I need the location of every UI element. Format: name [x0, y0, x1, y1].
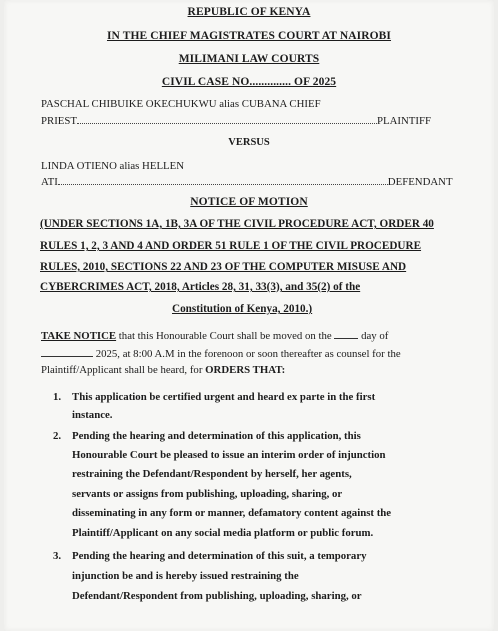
order-3-line-1: Pending the hearing and determination of this suit, a temporary — [72, 550, 367, 562]
plaintiff-name: PASCHAL CHIBUIKE OKECHUKWU alias CUBANA CHIEF — [41, 98, 321, 110]
take-notice-label: TAKE NOTICE — [41, 330, 117, 342]
order-2-line-3: restraining the Defendant/Respondent by herself, her agents, — [72, 468, 352, 480]
order-2-line-1: Pending the hearing and determination of this application, this — [72, 430, 361, 442]
plaintiff-dotted-leader — [77, 114, 377, 124]
orders-that-label: ORDERS THAT: — [205, 364, 286, 376]
under-sections-line-4: CYBERCRIMES ACT, 2018, Articles 28, 31, 33(3), and 35(2) of the — [40, 281, 361, 293]
notice-text-2: 2025, at 8:00 A.M in the forenoon or soon thereafter as counsel for the — [93, 348, 401, 360]
order-2-line-6: Plaintiff/Applicant on any social media platform or public forum. — [72, 527, 374, 539]
notice-text-3: Plaintiff/Applicant shall be heard, for — [41, 364, 206, 376]
order-1-line-1: This application be certified urgent and heard ex parte in the first — [72, 391, 376, 403]
republic-heading: REPUBLIC OF KENYA — [187, 6, 311, 18]
plaintiff-role: PLAINTIFF — [377, 115, 431, 127]
order-2-number: 2. — [53, 430, 62, 442]
order-1-number: 1. — [53, 391, 62, 403]
versus-label: VERSUS — [228, 137, 270, 148]
day-blank — [334, 329, 358, 339]
notice-of-motion-title: NOTICE OF MOTION — [190, 196, 308, 208]
order-3-line-2: injunction be and is hereby issued restraining the — [72, 570, 299, 582]
case-number-heading: CIVIL CASE NO.............. OF 2025 — [161, 76, 337, 88]
order-1-line-2: instance. — [72, 409, 113, 421]
notice-text-1a: that this Honourable Court shall be moved on the — [116, 330, 335, 342]
notice-text-1b: day of — [358, 330, 389, 342]
order-2-line-4: servants or assigns from publishing, uploading, sharing, or — [72, 488, 343, 500]
notice-line-2 — [41, 347, 401, 360]
order-2-line-5: disseminating in any form or manner, defamatory content against the — [72, 507, 392, 519]
defendant-role: DEFENDANT — [387, 176, 453, 188]
order-3-line-3: Defendant/Respondent from publishing, uploading, sharing, or — [72, 590, 362, 602]
under-sections-line-2: RULES 1, 2, 3 AND 4 AND ORDER 51 RULE 1 OF THE CIVIL PROCEDURE — [40, 240, 422, 252]
law-courts-heading: MILIMANI LAW COURTS — [178, 53, 320, 65]
month-blank — [41, 347, 93, 357]
notice-line-1 — [41, 329, 388, 342]
defendant-name-line2: ATI — [41, 176, 58, 188]
defendant-name-cont — [41, 175, 453, 188]
document-page — [4, 0, 494, 631]
order-3-number: 3. — [53, 550, 62, 562]
notice-line-3 — [41, 364, 285, 376]
plaintiff-name-cont — [41, 114, 431, 127]
under-sections-line-1: (UNDER SECTIONS 1A, 1B, 3A OF THE CIVIL PROCEDURE ACT, ORDER 40 — [40, 218, 434, 230]
court-heading: IN THE CHIEF MAGISTRATES COURT AT NAIROBI — [106, 30, 392, 42]
under-sections-line-5: Constitution of Kenya, 2010.) — [172, 303, 313, 315]
plaintiff-name-line2: PRIEST — [41, 115, 77, 127]
defendant-dotted-leader — [58, 175, 388, 185]
under-sections-line-3: RULES, 2010, SECTIONS 22 AND 23 OF THE COMPUTER MISUSE AND — [40, 261, 407, 273]
order-2-line-2: Honourable Court be pleased to issue an interim order of injunction — [72, 449, 386, 461]
defendant-name: LINDA OTIENO alias HELLEN — [41, 160, 185, 172]
